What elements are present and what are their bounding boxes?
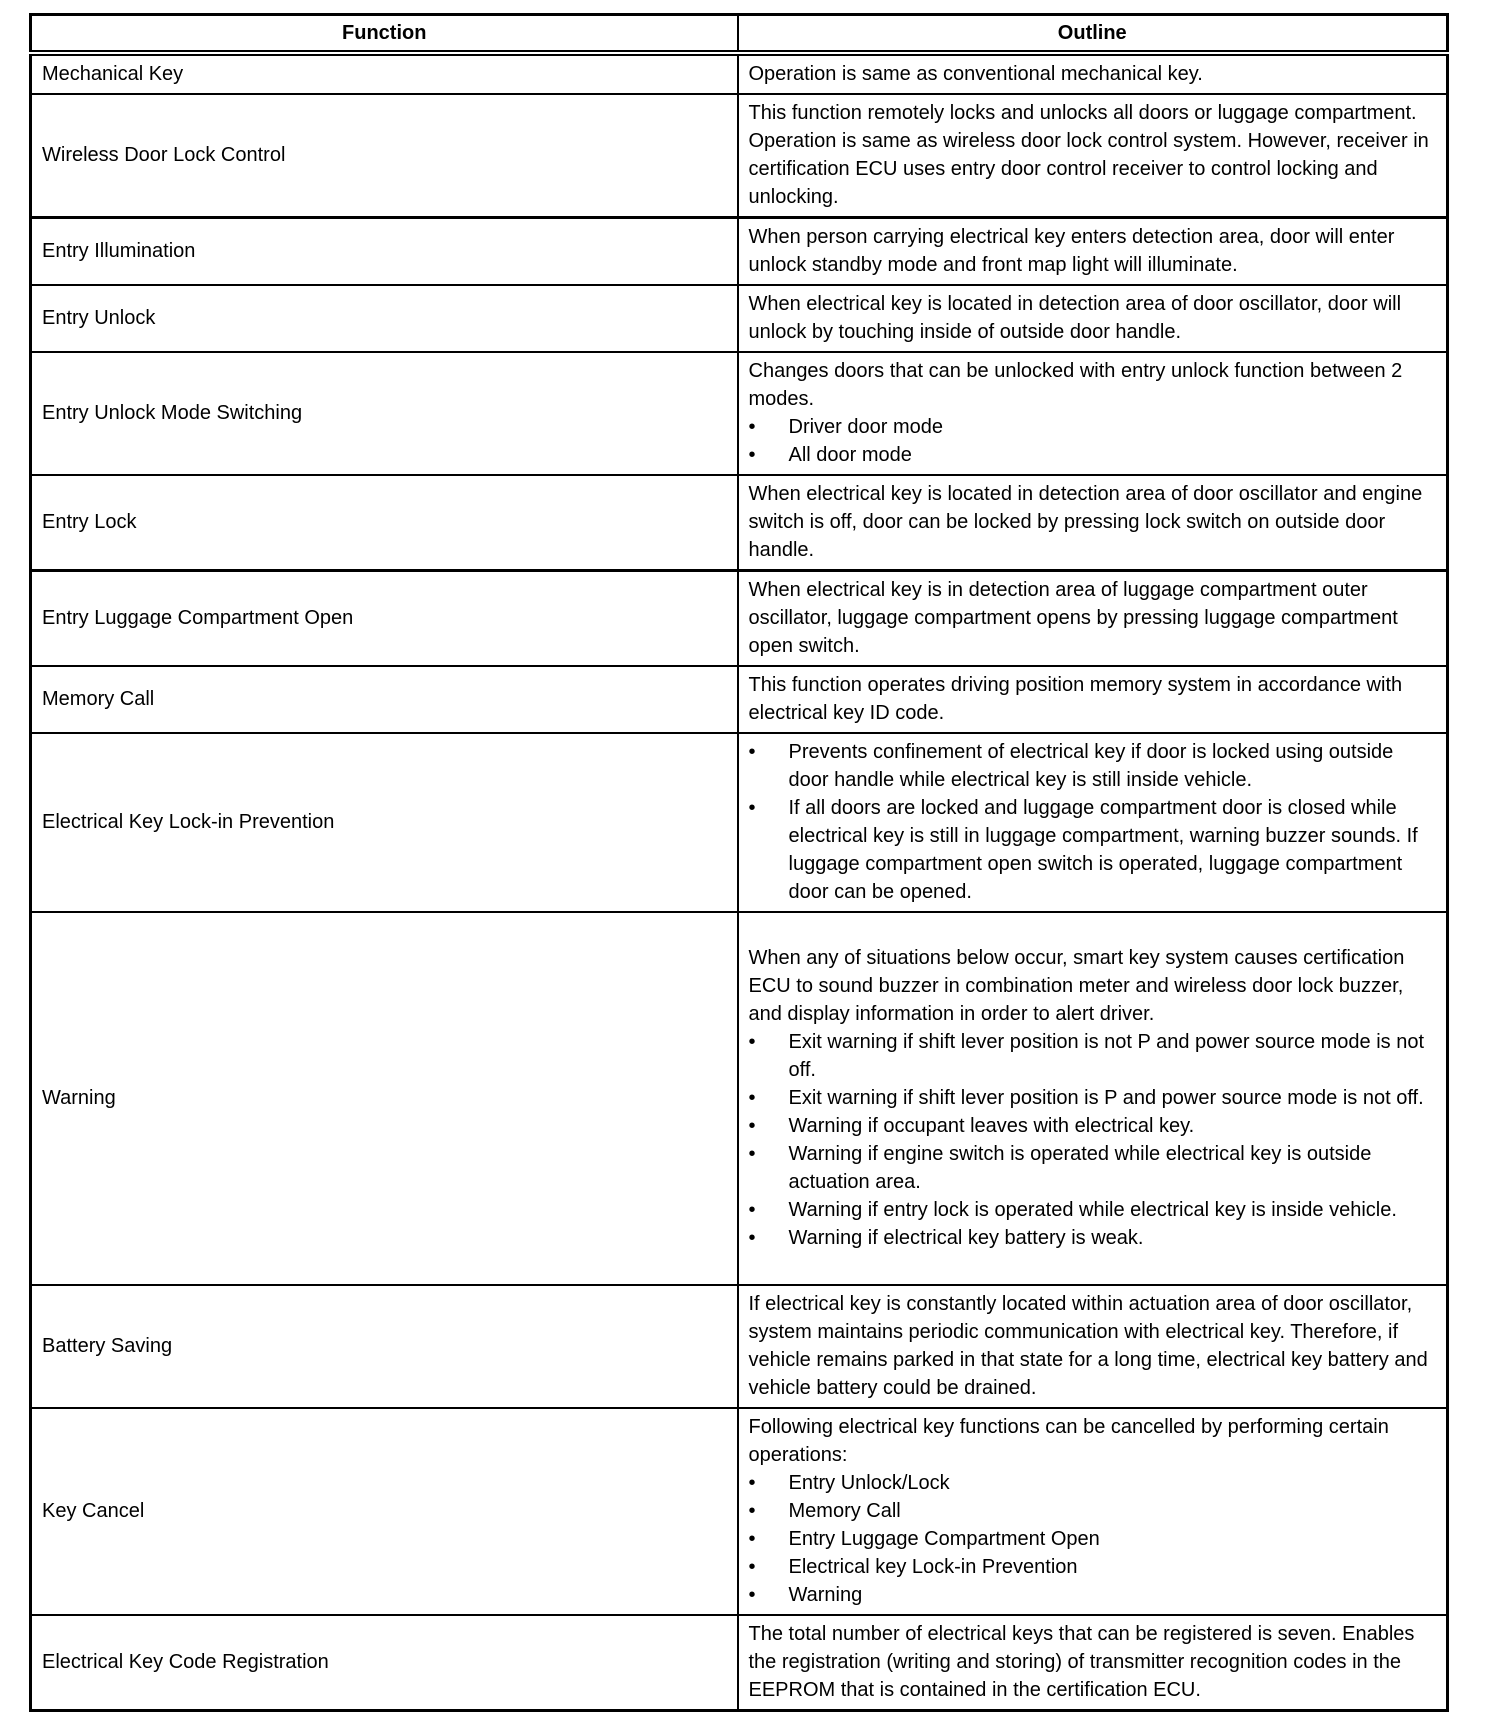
outline-bullet-list xyxy=(749,413,1437,469)
outline-bullet-item xyxy=(749,1112,1437,1140)
bullet-text: Warning if engine switch is operated while electrical key is outside actuation area. xyxy=(788,1143,1372,1193)
bullet-icon: • xyxy=(748,1472,756,1494)
table-row xyxy=(31,352,1448,475)
outline-cell xyxy=(738,285,1448,352)
table-body xyxy=(31,53,1448,1711)
table-row xyxy=(31,912,1448,1285)
outline-cell xyxy=(738,912,1448,1285)
outline-text: This function remotely locks and unlocks all doors or luggage compartment. Operation is same as wireless door lock control system. However, receiver in certification ECU uses entry door control receiver to control locking and unlocking. xyxy=(748,102,1429,208)
outline-text: This function operates driving position memory system in accordance with electrical key ID code. xyxy=(748,674,1403,724)
outline-bullet-list xyxy=(749,1469,1437,1609)
bullet-icon: • xyxy=(748,741,756,763)
outline-bullet-item xyxy=(749,1028,1437,1084)
bullet-text: All door mode xyxy=(788,444,912,466)
table-row xyxy=(31,285,1448,352)
outline-text: When electrical key is located in detection area of door oscillator and engine switch is off, door can be locked by pressing lock switch on outside door handle. xyxy=(748,483,1423,561)
outline-cell xyxy=(738,53,1448,94)
outline-cell xyxy=(738,352,1448,475)
bullet-text: Warning if occupant leaves with electrical key. xyxy=(788,1115,1195,1137)
bullet-text: Entry Unlock/Lock xyxy=(788,1472,950,1494)
outline-bullet-item xyxy=(749,738,1437,794)
outline-text: The total number of electrical keys that can be registered is seven. Enables the registration (writing and storing) of transmitter recognition codes in the EEPROM that is contained in the certification ECU. xyxy=(748,1623,1415,1701)
outline-text: If electrical key is constantly located within actuation area of door oscillator, system maintains periodic communication with electrical key. Therefore, if vehicle remains parked in that state for a long time, electrical key battery and vehicle battery could be drained. xyxy=(748,1293,1428,1399)
outline-cell xyxy=(738,218,1448,286)
outline-cell xyxy=(738,1285,1448,1408)
outline-bullet-item xyxy=(749,441,1437,469)
bullet-text: Electrical key Lock-in Prevention xyxy=(788,1556,1078,1578)
outline-bullet-item xyxy=(749,1525,1437,1553)
table-row xyxy=(31,733,1448,912)
outline-bullet-list xyxy=(749,738,1437,906)
outline-bullet-item xyxy=(749,1084,1437,1112)
function-cell: Key Cancel xyxy=(31,1408,738,1615)
table-row xyxy=(31,475,1448,571)
outline-cell xyxy=(738,475,1448,571)
outline-cell xyxy=(738,571,1448,667)
function-cell: Electrical Key Code Registration xyxy=(31,1615,738,1711)
bullet-icon: • xyxy=(748,797,756,819)
bullet-text: Warning xyxy=(788,1584,863,1606)
function-cell: Warning xyxy=(31,912,738,1285)
outline-text: Changes doors that can be unlocked with entry unlock function between 2 modes. xyxy=(748,360,1403,410)
bullet-text: Memory Call xyxy=(788,1500,901,1522)
bullet-icon: • xyxy=(748,1556,756,1578)
outline-bullet-item xyxy=(749,1224,1437,1252)
bullet-text: Warning if electrical key battery is weak. xyxy=(788,1227,1144,1249)
outline-cell xyxy=(738,1408,1448,1615)
outline-bullet-item xyxy=(749,1497,1437,1525)
table-row xyxy=(31,218,1448,286)
bullet-icon: • xyxy=(748,1500,756,1522)
function-cell: Entry Luggage Compartment Open xyxy=(31,571,738,667)
bullet-icon: • xyxy=(748,1227,756,1249)
bullet-icon: • xyxy=(748,1115,756,1137)
function-cell: Electrical Key Lock-in Prevention xyxy=(31,733,738,912)
outline-text: When any of situations below occur, smart key system causes certification ECU to sound buzzer in combination meter and wireless door lock buzzer, and display information in order to alert driver. xyxy=(748,947,1405,1025)
function-cell: Entry Unlock Mode Switching xyxy=(31,352,738,475)
table-row xyxy=(31,1615,1448,1711)
bullet-text: Exit warning if shift lever position is not P and power source mode is not off. xyxy=(788,1031,1425,1081)
table-row xyxy=(31,1408,1448,1615)
function-cell: Wireless Door Lock Control xyxy=(31,94,738,218)
function-cell: Mechanical Key xyxy=(31,53,738,94)
bullet-icon: • xyxy=(748,1199,756,1221)
smart-key-function-table xyxy=(29,13,1449,1712)
outline-bullet-item xyxy=(749,1196,1437,1224)
table-row xyxy=(31,1285,1448,1408)
bullet-icon: • xyxy=(748,1528,756,1550)
outline-text: When electrical key is located in detection area of door oscillator, door will unlock by touching inside of outside door handle. xyxy=(748,293,1402,343)
outline-bullet-item xyxy=(749,1553,1437,1581)
header-function: Function xyxy=(31,15,738,54)
outline-text: When person carrying electrical key enters detection area, door will enter unlock standby mode and front map light will illuminate. xyxy=(748,226,1395,276)
function-cell: Entry Illumination xyxy=(31,218,738,286)
table-row xyxy=(31,571,1448,667)
outline-cell xyxy=(738,94,1448,218)
function-cell: Memory Call xyxy=(31,666,738,733)
outline-text: When electrical key is in detection area of luggage compartment outer oscillator, luggage compartment opens by pressing luggage compartment open switch. xyxy=(748,579,1398,657)
table-row xyxy=(31,666,1448,733)
outline-bullet-item xyxy=(749,794,1437,906)
bullet-text: Warning if entry lock is operated while electrical key is inside vehicle. xyxy=(788,1199,1397,1221)
outline-cell xyxy=(738,666,1448,733)
bullet-icon: • xyxy=(748,1087,756,1109)
bullet-icon: • xyxy=(748,1143,756,1165)
bullet-text: Driver door mode xyxy=(788,416,944,438)
outline-cell xyxy=(738,1615,1448,1711)
function-cell: Entry Unlock xyxy=(31,285,738,352)
bullet-icon: • xyxy=(748,444,756,466)
table-header-row xyxy=(31,15,1448,54)
table-row xyxy=(31,53,1448,94)
outline-bullet-item xyxy=(749,1581,1437,1609)
bullet-text: Prevents confinement of electrical key if door is locked using outside door handle while electrical key is still inside vehicle. xyxy=(788,741,1394,791)
outline-bullet-item xyxy=(749,413,1437,441)
bullet-text: Entry Luggage Compartment Open xyxy=(788,1528,1100,1550)
table-row xyxy=(31,94,1448,218)
header-outline: Outline xyxy=(738,15,1448,54)
bullet-icon: • xyxy=(748,416,756,438)
outline-bullet-item xyxy=(749,1140,1437,1196)
function-cell: Battery Saving xyxy=(31,1285,738,1408)
bullet-icon: • xyxy=(748,1031,756,1053)
outline-text: Operation is same as conventional mechanical key. xyxy=(748,63,1203,85)
bullet-text: Exit warning if shift lever position is P and power source mode is not off. xyxy=(788,1087,1424,1109)
bullet-text: If all doors are locked and luggage compartment door is closed while electrical key is still in luggage compartment, warning buzzer sounds. If luggage compartment open switch is operated, luggage compartment door can be opened. xyxy=(788,797,1418,903)
bullet-icon: • xyxy=(748,1584,756,1606)
outline-bullet-list xyxy=(749,1028,1437,1252)
outline-cell xyxy=(738,733,1448,912)
outline-text: Following electrical key functions can be cancelled by performing certain operations: xyxy=(748,1416,1389,1466)
function-cell: Entry Lock xyxy=(31,475,738,571)
outline-bullet-item xyxy=(749,1469,1437,1497)
